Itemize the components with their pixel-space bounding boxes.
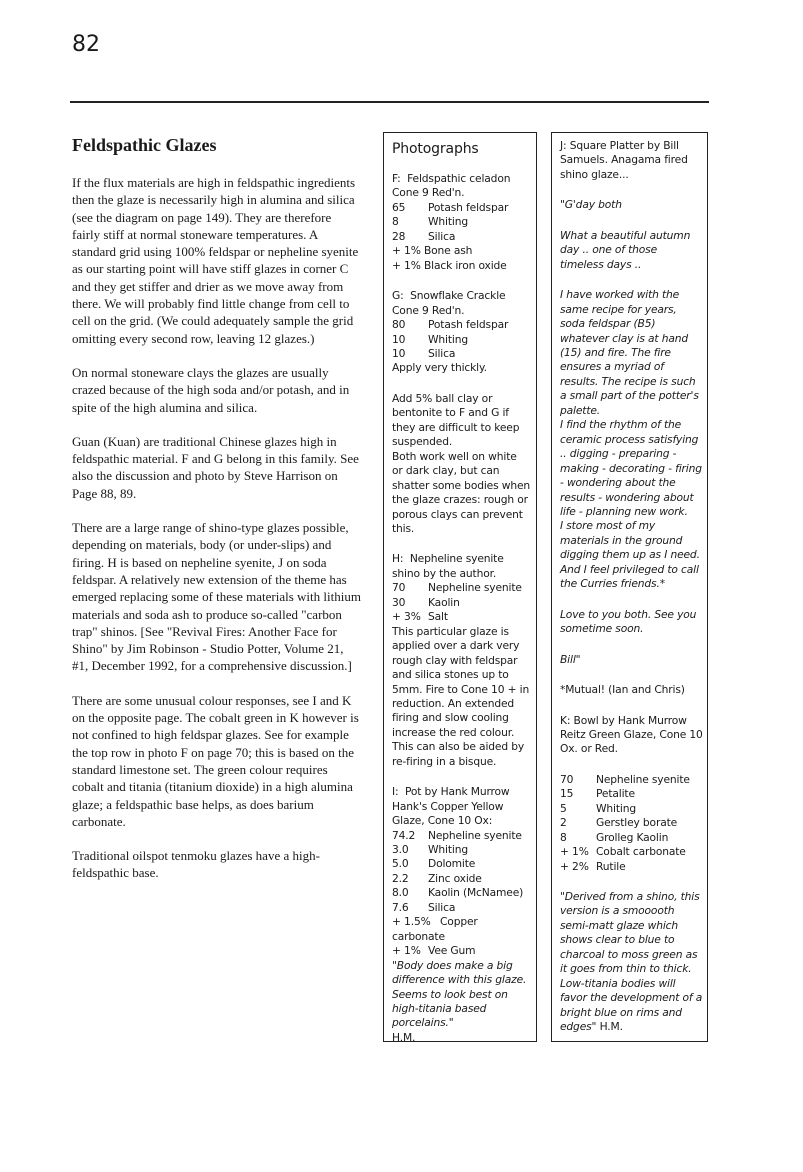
signature: H.M. [599,1020,623,1034]
caption-line: K: Bowl by Hank Murrow [560,713,687,727]
note: Both work well on white or dark clay, but can shatter some bodies when the glaze crazes: rough or porous clays can prevent this. [392,449,531,535]
recipe-amount: 8 [560,830,567,844]
letter-paragraph: I have worked with the same recipe for years, soda feldspar (B5) whatever clay is at hand (15) and fire. The fire ensures a myriad of results. The recipe is such a small part of the potter's palette. [560,288,699,417]
recipe-amount: + 1% [392,944,421,958]
recipe-amount: 74.2 [392,828,416,842]
photo-j-caption: J: Square Platter by Bill Samuels. Anagama fired shino glaze... [560,139,688,181]
caption-line: I: Pot by Hank Murrow [392,785,510,799]
recipe-material: Whiting [428,332,468,346]
recipe-row [392,915,530,929]
recipe-material: Potash feldspar [428,318,509,332]
side-notes-box [551,132,708,1042]
recipe-row [392,872,530,886]
letter-paragraph: I find the rhythm of the ceramic process satisfying .. digging - preparing - making - decorating - firing - wondering about the results - wondering about life - planning new work. [560,418,702,518]
recipe-amount: 2 [560,816,567,830]
letter-paragraph: What a beautiful autumn day .. one of those timeless days .. [560,228,691,271]
letter-signature: Bill" [560,652,581,666]
recipe-material: carbonate [392,929,445,943]
caption-line: Cone 9 Red'n. [392,303,465,317]
recipe-amount: 15 [560,787,574,801]
recipe-material: Kaolin (McNamee) [428,886,524,900]
photo-k-recipe [560,773,703,874]
photo-h-caption [392,552,530,769]
recipe-material: Grolleg Kaolin [596,830,669,844]
quote: "Body does make a big difference with this glaze. Seems to look best on high-titania based porcelains." [392,958,527,1030]
recipe-row [392,215,530,229]
recipe-amount: 65 [392,200,406,214]
recipe-material: Whiting [428,215,468,229]
recipe-row [392,333,530,347]
recipe-row [392,886,530,900]
caption-line: Reitz Green Glaze, Cone 10 Ox. or Red. [560,727,703,756]
recipe-amount: 70 [392,581,406,595]
recipe-material: Nepheline syenite [428,828,522,842]
recipe-amount: 8.0 [392,886,409,900]
recipe-material: Zinc oxide [428,871,482,885]
recipe-amount: 10 [392,332,406,346]
mutual-note: *Mutual! (Ian and Chris) [560,683,685,697]
recipe-amount: 80 [392,318,406,332]
quote [560,890,703,1035]
note: Add 5% ball clay or bentonite to F and G if they are difficult to keep suspended. [392,391,520,449]
recipe-material: Salt [428,610,448,624]
paragraph: There are some unusual colour responses, see I and K on the opposite page. The cobalt green in K however is not confined to high feldspar glazes. See for example the top row in photo F on page 70; this is based on the standard limestone set. The green colour requires cobalt and titania (titanium dioxide) in a high alumina glaze; a feldspathic base helps, as does barium carbonate. [72,692,359,829]
photographs-box [383,132,537,1042]
recipe-amount: + 1.5% [392,915,431,929]
recipe-material: Silica [428,900,456,914]
recipe-material: Whiting [428,843,468,857]
recipe-row [560,773,703,787]
letter-signoff: Love to you both. See you sometime soon. [560,607,697,636]
recipe-row [560,816,703,830]
recipe-amount: 3.0 [392,843,409,857]
main-column [72,134,362,899]
photo-i-caption [392,785,530,1045]
recipe-row [392,843,530,857]
caption-line: shino by the author. [392,566,497,580]
recipe-amount: 5.0 [392,857,409,871]
recipe-amount: 30 [392,595,406,609]
header-rule [70,101,709,103]
recipe-material: Whiting [596,801,636,815]
recipe-material: Rutile [596,859,626,873]
recipe-amount: 7.6 [392,900,409,914]
recipe-row [392,230,530,244]
caption-line: F: Feldspathic celadon [392,172,511,185]
recipe-amount: + 3% [392,610,421,624]
signature: H.M. [392,1030,416,1044]
section-title: Feldspathic Glazes [72,135,217,155]
photographs-heading: Photographs [392,141,479,157]
recipe-row [392,901,530,915]
photo-f-caption [392,172,530,273]
caption-note: This particular glaze is applied over a dark very rough clay with feldspar and silica stones up to 5mm. Fire to Cone 10 + in reduction. An extended firing and slow cooling increase the red colour. This can also be aided by re-firing in a bisque. [392,624,530,768]
glaze-notes [392,392,530,537]
recipe-addition: + 1% Black iron oxide [392,258,507,272]
letter-greeting: "G'day both [560,198,622,212]
recipe-material: Dolomite [428,857,476,871]
recipe-row [392,944,530,958]
recipe-row [560,787,703,801]
quote-text: "Derived from a shino, this version is a smooooth semi-matt glaze which shows clear to blue to charcoal to moss green as it goes from thin to thick. Low-titania bodies will favor the development of a bright blue on rims and edges" [560,890,703,1034]
photo-k-caption [560,714,703,757]
recipe-amount: 70 [560,772,574,786]
recipe-material: Copper [440,915,478,929]
caption-note: Apply very thickly. [392,361,487,375]
recipe-row [560,845,703,859]
recipe-amount: 8 [392,215,399,229]
recipe-amount: + 1% [560,845,589,859]
recipe-row [392,581,530,595]
recipe-amount: 2.2 [392,871,409,885]
recipe-material: Silica [428,229,456,243]
page-number: 82 [72,32,100,57]
letter-paragraph: I store most of my materials in the ground digging them up as I need. And I feel privileged to call the Curries friends.* [560,519,700,591]
recipe-material: Gerstley borate [596,816,678,830]
paragraph: On normal stoneware clays the glazes are usually crazed because of the high soda and/or potash, and in spite of the high alumina and silica. [72,364,350,415]
recipe-row [560,860,703,874]
recipe-amount: 28 [392,229,406,243]
recipe-material: Vee Gum [428,944,476,958]
recipe-addition: + 1% Bone ash [392,244,473,258]
recipe-row [392,318,530,332]
recipe-amount: 5 [560,801,567,815]
paragraph: Traditional oilspot tenmoku glazes have a high-feldspathic base. [72,848,320,881]
recipe-material: Silica [428,346,456,360]
photo-g-caption [392,289,530,376]
paragraph: Guan (Kuan) are traditional Chinese glazes high in feldspathic material. F and G belong in this family. See also the discussion and photo by Steve Harrison on Page 88, 89. [72,433,359,501]
recipe-material: Nepheline syenite [596,772,690,786]
recipe-row [392,347,530,361]
paragraph: There are a large range of shino-type glazes possible, depending on materials, body (or under-slips) and firing. H is based on nepheline syenite, J on soda feldspar. A relatively new extension of the theme has emerged replacing some of these materials with lithium materials and soda ash to produce so-called "carbon trap" shinos. [See "Revival Fires: Another Face for Shino" by Jim Robinson - Studio Potter, Volume 21, #1, December 1992, for a comprehensive discussion.] [72,520,361,674]
caption-line: Hank's Copper Yellow Glaze, Cone 10 Ox: [392,799,504,828]
caption-line: Cone 9 Red'n. [392,186,465,200]
recipe-material: Cobalt carbonate [596,845,686,859]
recipe-material: Kaolin [428,595,460,609]
recipe-material: Potash feldspar [428,200,509,214]
recipe-row [392,829,530,843]
recipe-amount: 10 [392,346,406,360]
recipe-row [392,610,530,624]
paragraph: If the flux materials are high in feldspathic ingredients then the glaze is necessarily high in alumina and silica (see the diagram on page 149). They are therefore fairly stiff at normal stoneware temperatures. A standard grid using 100% feldspar or nepheline syenite as our starting point will have stiff glazes in corner C and they get stiffer and drier as we move away from there. We will probably find little change from cell to cell on the grid. (We could adequately sample the grid omitting every second row, leaving 12 glazes.) [72,175,359,346]
recipe-amount: + 2% [560,859,589,873]
recipe-material: Petalite [596,787,635,801]
caption-line: G: Snowflake Crackle [392,289,506,303]
recipe-row [392,201,530,215]
recipe-row [560,831,703,845]
caption-line: H: Nepheline syenite [392,552,504,566]
recipe-row [560,802,703,816]
recipe-row [392,596,530,610]
recipe-row [392,857,530,871]
recipe-material: Nepheline syenite [428,581,522,595]
